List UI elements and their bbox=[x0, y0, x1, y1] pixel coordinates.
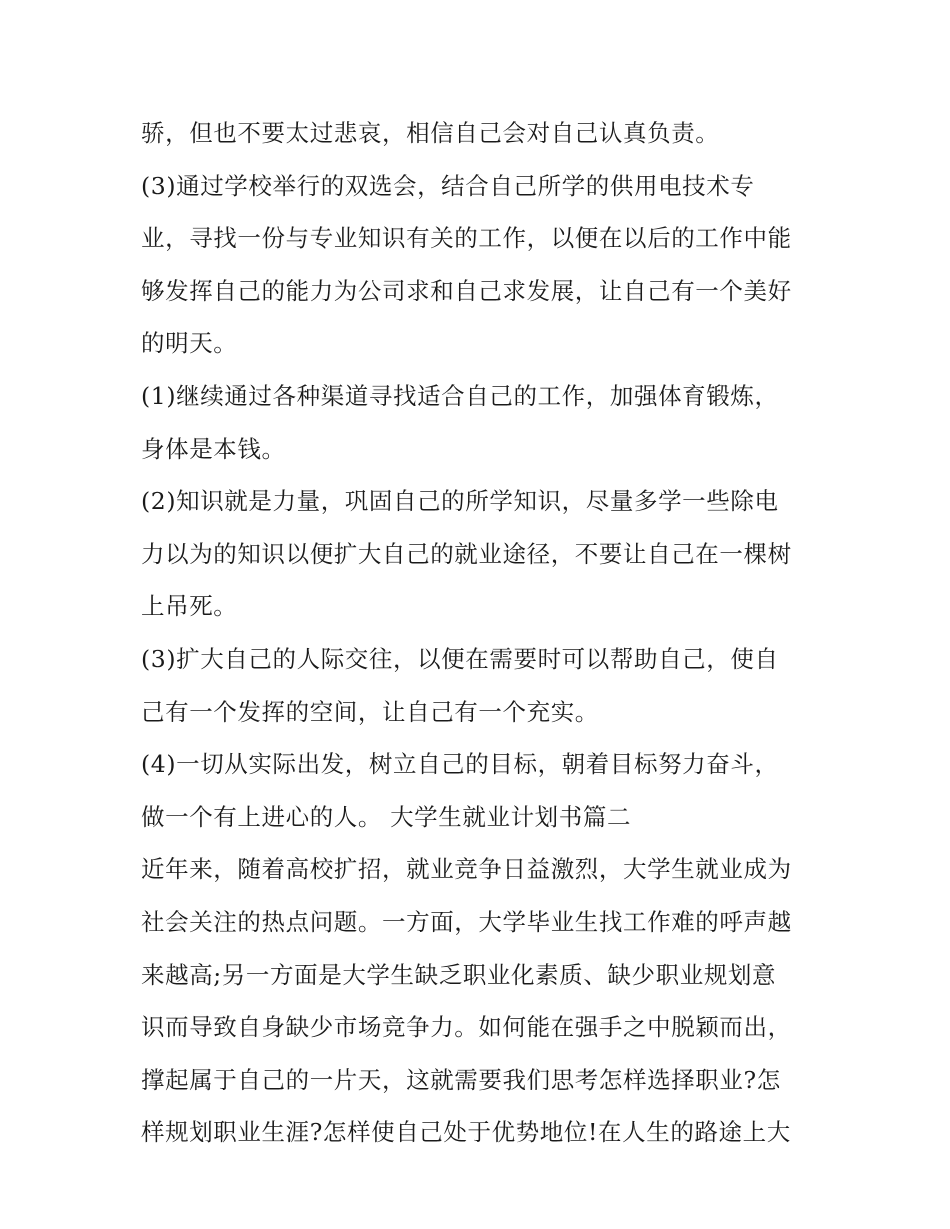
text-line-2: (3)通过学校举行的双选会，结合自己所学的供用电技术专 bbox=[141, 171, 755, 200]
text-line-5: 的明天。 bbox=[141, 329, 238, 358]
text-line-11: (3)扩大自己的人际交往，以便在需要时可以帮助自己，使自 bbox=[141, 644, 779, 673]
text-line-14: 做一个有上进心的人。 大学生就业计划书篇二 bbox=[141, 802, 632, 831]
document-body bbox=[141, 107, 831, 1159]
text-line-4: 够发挥自己的能力为公司求和自己求发展，让自己有一个美好 bbox=[141, 276, 792, 305]
text-line-13: (4)一切从实际出发，树立自己的目标，朝着目标努力奋斗， bbox=[141, 750, 779, 779]
text-line-15: 近年来，随着高校扩招，就业竞争日益激烈，大学生就业成为 bbox=[141, 855, 792, 884]
text-line-6: (1)继续通过各种渠道寻找适合自己的工作，加强体育锻炼， bbox=[141, 381, 779, 410]
text-line-8: (2)知识就是力量，巩固自己的所学知识，尽量多学一些除电 bbox=[141, 487, 779, 516]
text-line-9: 力以为的知识以便扩大自己的就业途径，不要让自己在一棵树 bbox=[141, 539, 792, 568]
text-line-10: 上吊死。 bbox=[141, 592, 238, 621]
text-line-3: 业，寻找一份与专业知识有关的工作，以便在以后的工作中能 bbox=[141, 224, 792, 253]
text-line-20: 样规划职业生涯?怎样使自己处于优势地位!在人生的路途上大 bbox=[141, 1118, 791, 1147]
text-line-19: 撑起属于自己的一片天，这就需要我们思考怎样选择职业?怎 bbox=[141, 1065, 781, 1094]
text-line-12: 己有一个发挥的空间，让自己有一个充实。 bbox=[141, 697, 599, 726]
text-line-7: 身体是本钱。 bbox=[141, 434, 286, 463]
text-line-18: 识而导致自身缺少市场竞争力。如何能在强手之中脱颖而出， bbox=[141, 1013, 792, 1042]
text-line-1: 骄，但也不要太过悲哀，相信自己会对自己认真负责。 bbox=[141, 119, 720, 147]
text-line-17: 来越高;另一方面是大学生缺乏职业化素质、缺少职业规划意 bbox=[141, 960, 777, 989]
text-line-16: 社会关注的热点问题。一方面，大学毕业生找工作难的呼声越 bbox=[141, 907, 792, 936]
